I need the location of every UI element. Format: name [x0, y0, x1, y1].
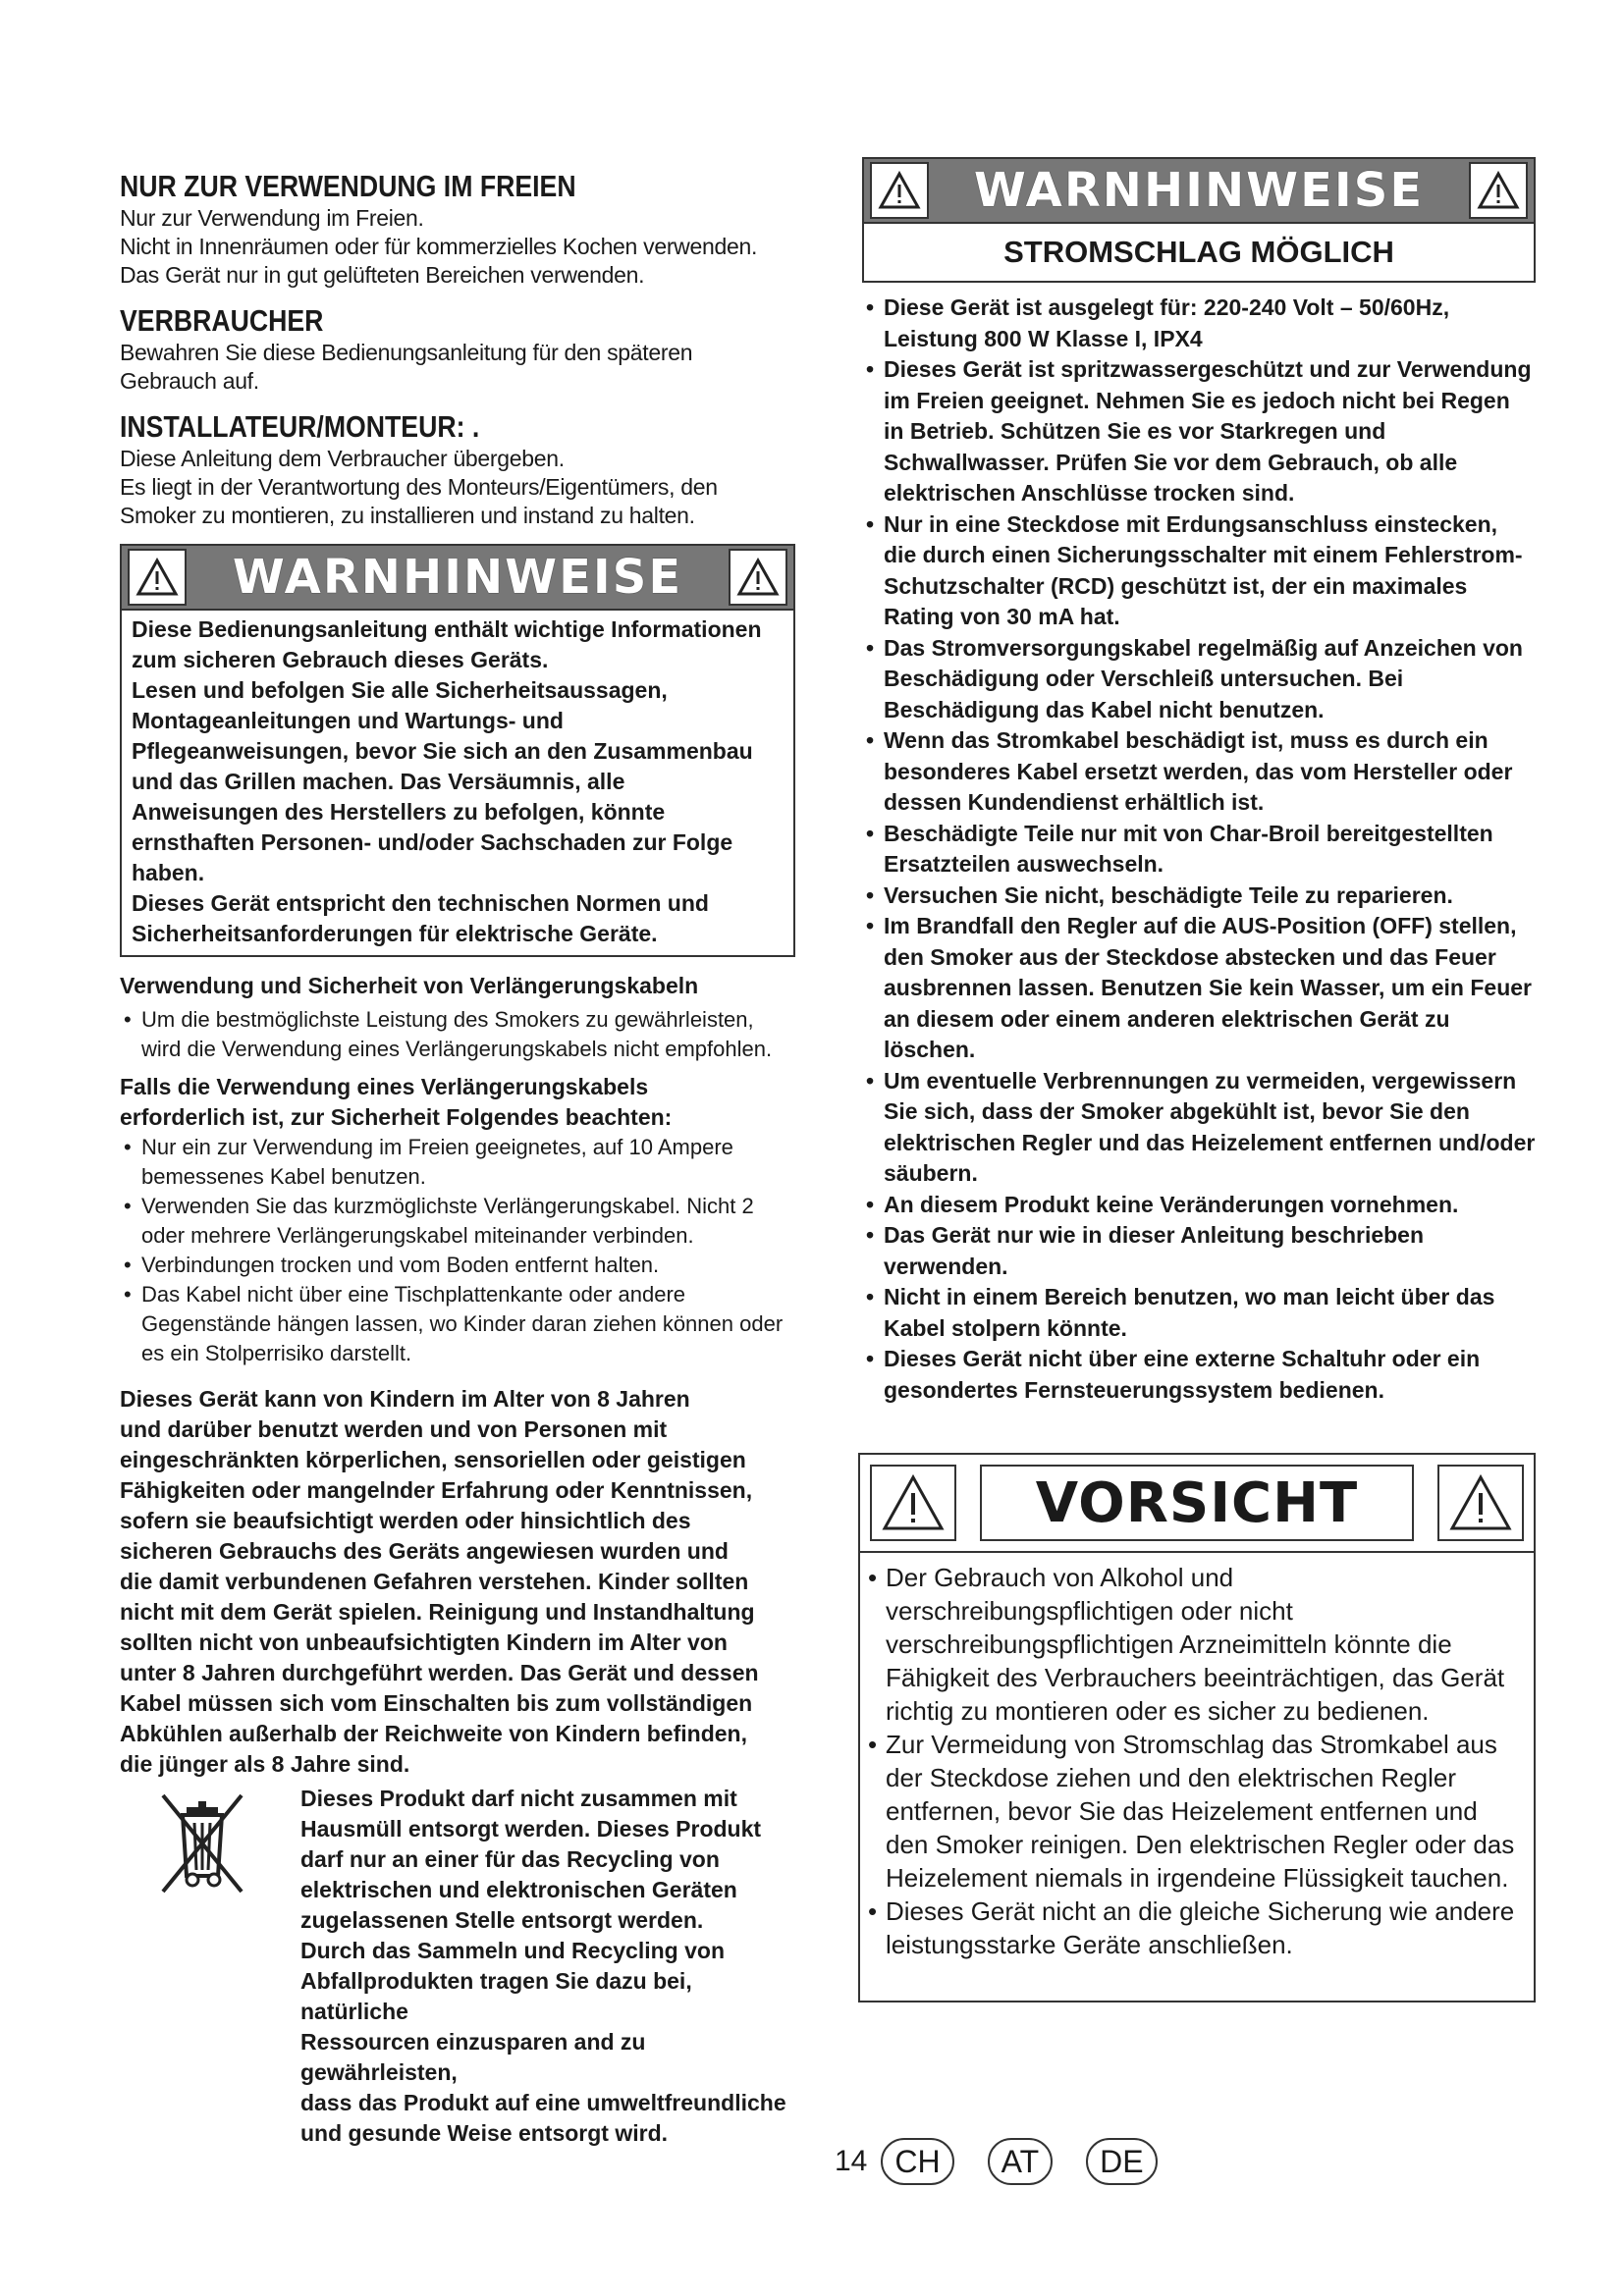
text-line: Nicht in Innenräumen oder für kommerzielles Kochen verwenden. — [120, 234, 758, 259]
list-item: • Zur Vermeidung von Stromschlag das Stromkabel aus der Steckdose ziehen und den elektrischen Regler entfernen, bevor Sie das Heizelement entfernen und den Smoker reinigen. Den elektrischen Regler oder das Heizelement niemals in irgendeine Flüssigkeit tauchen. — [864, 1728, 1524, 1895]
list-item: • Das Stromversorgungskabel regelmäßig auf Anzeichen von Beschädigung oder Verschleiß untersuchen. Bei Beschädigung das Kabel nicht benutzen. — [862, 633, 1536, 726]
list-item: • Diese Gerät ist ausgelegt für: 220-240 Volt – 50/60Hz, Leistung 800 W Klasse I, IPX4 — [862, 293, 1536, 354]
disposal-line: und gesunde Weise entsorgt wird. — [300, 2120, 669, 2146]
shock-subheading: STROMSCHLAG MÖGLICH — [1003, 235, 1394, 269]
country-code-badge: CH — [881, 2138, 953, 2185]
children-line: Dieses Gerät kann von Kindern im Alter von 8 Jahren — [120, 1386, 690, 1412]
caution-body — [860, 1551, 1534, 1961]
children-paragraph — [120, 1384, 795, 1780]
disposal-line: Hausmüll entsorgt werden. Dieses Produkt — [300, 1816, 762, 1842]
warning-line: Diese Bedienungsanleitung enthält wichtige Informationen — [132, 616, 762, 642]
warning-triangle-icon — [729, 549, 787, 606]
section-title-outdoor: NUR ZUR VERWENDUNG IM FREIEN — [120, 169, 576, 203]
text-line: Nur zur Verwendung im Freien. — [120, 205, 424, 231]
disposal-line: Abfallprodukten tragen Sie dazu bei, natürliche — [300, 1968, 692, 2024]
disposal-line: Dieses Produkt darf nicht zusammen mit — [300, 1786, 737, 1811]
list-item: • Verbindungen trocken und vom Boden entfernt halten. — [120, 1251, 795, 1280]
warning-triangle-icon — [128, 549, 187, 606]
warning-banner — [122, 546, 793, 611]
warning-triangle-icon — [1437, 1465, 1524, 1541]
list-item: • Dieses Gerät nicht über eine externe Schaltuhr oder ein gesondertes Fernsteuerungssystem bedienen. — [862, 1344, 1536, 1406]
list-item: • Dieses Gerät nicht an die gleiche Sicherung wie andere leistungsstarke Geräte anschließen. — [864, 1895, 1524, 1961]
children-line: die damit verbundenen Gefahren verstehen. Kinder sollten — [120, 1569, 749, 1594]
disposal-line: Ressourcen einzusparen and zu gewährleisten, — [300, 2029, 646, 2085]
warning-line: Pflegeanweisungen, bevor Sie sich an den Zusammenbau — [132, 738, 753, 764]
list-item: • Nicht in einem Bereich benutzen, wo man leicht über das Kabel stolpern könnte. — [862, 1282, 1536, 1344]
children-line: sollten nicht von unbeaufsichtigten Kindern im Alter von — [120, 1629, 728, 1655]
list-item: • Beschädigte Teile nur mit von Char-Broil bereitgestellten Ersatzteilen auswechseln. — [862, 819, 1536, 881]
warning-line: und das Grillen machen. Das Versäumnis, alle — [132, 769, 625, 794]
warning-triangle-icon — [1469, 162, 1528, 219]
text-line: Bewahren Sie diese Bedienungsanleitung für den späteren — [120, 340, 693, 365]
right-column — [862, 157, 1536, 2002]
warning-body — [122, 611, 793, 955]
children-line: sicheren Gebrauchs des Geräts angewiesen wurden und — [120, 1538, 729, 1564]
disposal-section — [120, 1784, 795, 2149]
warning-heading: WARNHINWEISE — [973, 163, 1425, 218]
warning-triangle-icon — [870, 162, 929, 219]
children-line: sofern sie beaufsichtigt werden oder hinsichtlich des — [120, 1508, 691, 1533]
warning-line: Anweisungen des Herstellers zu befolgen, könnte — [132, 799, 666, 825]
disposal-line: zugelassenen Stelle entsorgt werden. — [300, 1907, 704, 1933]
extension-subtitle: erforderlich ist, zur Sicherheit Folgendes beachten: — [120, 1104, 673, 1130]
warning-line: Dieses Gerät entspricht den technischen Normen und — [132, 890, 709, 916]
disposal-text — [300, 1784, 795, 2149]
list-item: • An diesem Produkt keine Veränderungen vornehmen. — [862, 1190, 1536, 1221]
extension-list-2 — [120, 1133, 795, 1368]
list-item: • Um eventuelle Verbrennungen zu vermeiden, vergewissern Sie sich, dass der Smoker abgekühlt ist, bevor Sie den elektrischen Regler und das Heizelement entfernen und/oder säubern. — [862, 1066, 1536, 1190]
text-line: Es liegt in der Verantwortung des Monteurs/Eigentümers, den — [120, 474, 718, 500]
list-item: • Verwenden Sie das kurzmöglichste Verlängerungskabel. Nicht 2 oder mehrere Verlängerungskabel miteinander verbinden. — [120, 1192, 795, 1251]
shock-warning-box — [862, 157, 1536, 283]
section-title-installer: INSTALLATEUR/MONTEUR: . — [120, 409, 480, 444]
warning-box — [120, 544, 795, 957]
country-code-badge: AT — [988, 2138, 1054, 2185]
disposal-line: Durch das Sammeln und Recycling von — [300, 1938, 725, 1963]
warning-line: Lesen und befolgen Sie alle Sicherheitsaussagen, — [132, 677, 668, 703]
children-line: nicht mit dem Gerät spielen. Reinigung und Instandhaltung — [120, 1599, 755, 1625]
warning-line: zum sicheren Gebrauch dieses Geräts. — [132, 647, 549, 672]
caution-banner — [860, 1455, 1534, 1551]
weee-bin-icon — [120, 1784, 300, 2149]
children-line: die jünger als 8 Jahre sind. — [120, 1751, 410, 1777]
disposal-line: dass das Produkt auf eine umweltfreundliche — [300, 2090, 786, 2115]
caution-box — [858, 1453, 1536, 2002]
list-item: • Das Gerät nur wie in dieser Anleitung beschrieben verwenden. — [862, 1220, 1536, 1282]
list-item: • Nur in eine Steckdose mit Erdungsanschluss einstecken, die durch einen Sicherungsschalter mit einem Fehlerstrom-Schutzschalter (RCD) geschützt ist, der ein maximales Rating von 30 mA hat. — [862, 509, 1536, 633]
list-item: • Nur ein zur Verwendung im Freien geeignetes, auf 10 Ampere bemessenes Kabel benutzen. — [120, 1133, 795, 1192]
page-number: 14 — [835, 2145, 868, 2177]
list-item: • Im Brandfall den Regler auf die AUS-Position (OFF) stellen, den Smoker aus der Steckdose abstecken und das Feuer ausbrennen lassen. Benutzen Sie kein Wasser, um ein Feuer an diesem oder einem anderen elektrischen Gerät zu löschen. — [862, 911, 1536, 1066]
extension-subtitle: Falls die Verwendung eines Verlängerungskabels — [120, 1074, 649, 1099]
list-item: • Um die bestmöglichste Leistung des Smokers zu gewährleisten, wird die Verwendung eines Verlängerungskabels nicht empfohlen. — [120, 1005, 795, 1064]
caution-heading: VORSICHT — [980, 1465, 1414, 1541]
warning-line: Montageanleitungen und Wartungs- und — [132, 708, 564, 733]
left-column — [120, 169, 795, 2149]
children-line: und darüber benutzt werden und von Personen mit — [120, 1416, 668, 1442]
caution-list — [864, 1561, 1524, 1961]
electrical-safety-list — [862, 293, 1536, 1406]
list-item: • Dieses Gerät ist spritzwassergeschützt und zur Verwendung im Freien geeignet. Nehmen Sie es jedoch nicht bei Regen in Betrieb. Schützen Sie es vor Starkregen und Schwallwasser. Prüfen Sie vor dem Gebrauch, ob alle elektrischen Anschlüsse trocken sind. — [862, 354, 1536, 509]
children-line: Kabel müssen sich vom Einschalten bis zum vollständigen — [120, 1690, 753, 1716]
extension-cord-title: Verwendung und Sicherheit von Verlängerungskabeln — [120, 973, 699, 998]
page-footer — [835, 2138, 1158, 2185]
country-code-badge: DE — [1086, 2138, 1157, 2185]
disposal-line: elektrischen und elektronischen Geräten — [300, 1877, 737, 1902]
children-line: unter 8 Jahren durchgeführt werden. Das Gerät und dessen — [120, 1660, 759, 1685]
list-item: • Wenn das Stromkabel beschädigt ist, muss es durch ein besonderes Kabel ersetzt werden, das vom Hersteller oder dessen Kundendienst erhältlich ist. — [862, 725, 1536, 819]
section-title-consumer: VERBRAUCHER — [120, 303, 324, 338]
warning-heading: WARNHINWEISE — [232, 550, 683, 605]
warning-banner — [864, 159, 1534, 224]
warning-line: ernsthaften Personen- und/oder Sachschaden zur Folge — [132, 829, 733, 855]
list-item: • Das Kabel nicht über eine Tischplattenkante oder andere Gegenstände hängen lassen, wo Kinder daran ziehen können oder es ein Stolperrisiko darstellt. — [120, 1280, 795, 1368]
warning-line: Sicherheitsanforderungen für elektrische Geräte. — [132, 921, 658, 946]
disposal-line: darf nur an einer für das Recycling von — [300, 1846, 720, 1872]
text-line: Das Gerät nur in gut gelüfteten Bereichen verwenden. — [120, 262, 645, 288]
extension-list — [120, 1005, 795, 1064]
text-line: Smoker zu montieren, zu installieren und instand zu halten. — [120, 503, 695, 528]
text-line: Gebrauch auf. — [120, 368, 259, 394]
list-item: • Der Gebrauch von Alkohol und verschreibungspflichtigen oder nicht verschreibungspflichtigen Arzneimitteln könnte die Fähigkeit des Verbrauchers beeinträchtigen, das Gerät richtig zu montieren oder es sicher zu bedienen. — [864, 1561, 1524, 1728]
text-line: Diese Anleitung dem Verbraucher übergeben. — [120, 446, 565, 471]
warning-triangle-icon — [870, 1465, 956, 1541]
children-line: Abkühlen außerhalb der Reichweite von Kindern befinden, — [120, 1721, 747, 1746]
list-item: • Versuchen Sie nicht, beschädigte Teile zu reparieren. — [862, 881, 1536, 912]
children-line: eingeschränkten körperlichen, sensoriellen oder geistigen — [120, 1447, 746, 1472]
children-line: Fähigkeiten oder mangelnder Erfahrung oder Kenntnissen, — [120, 1477, 753, 1503]
warning-line: haben. — [132, 860, 205, 885]
